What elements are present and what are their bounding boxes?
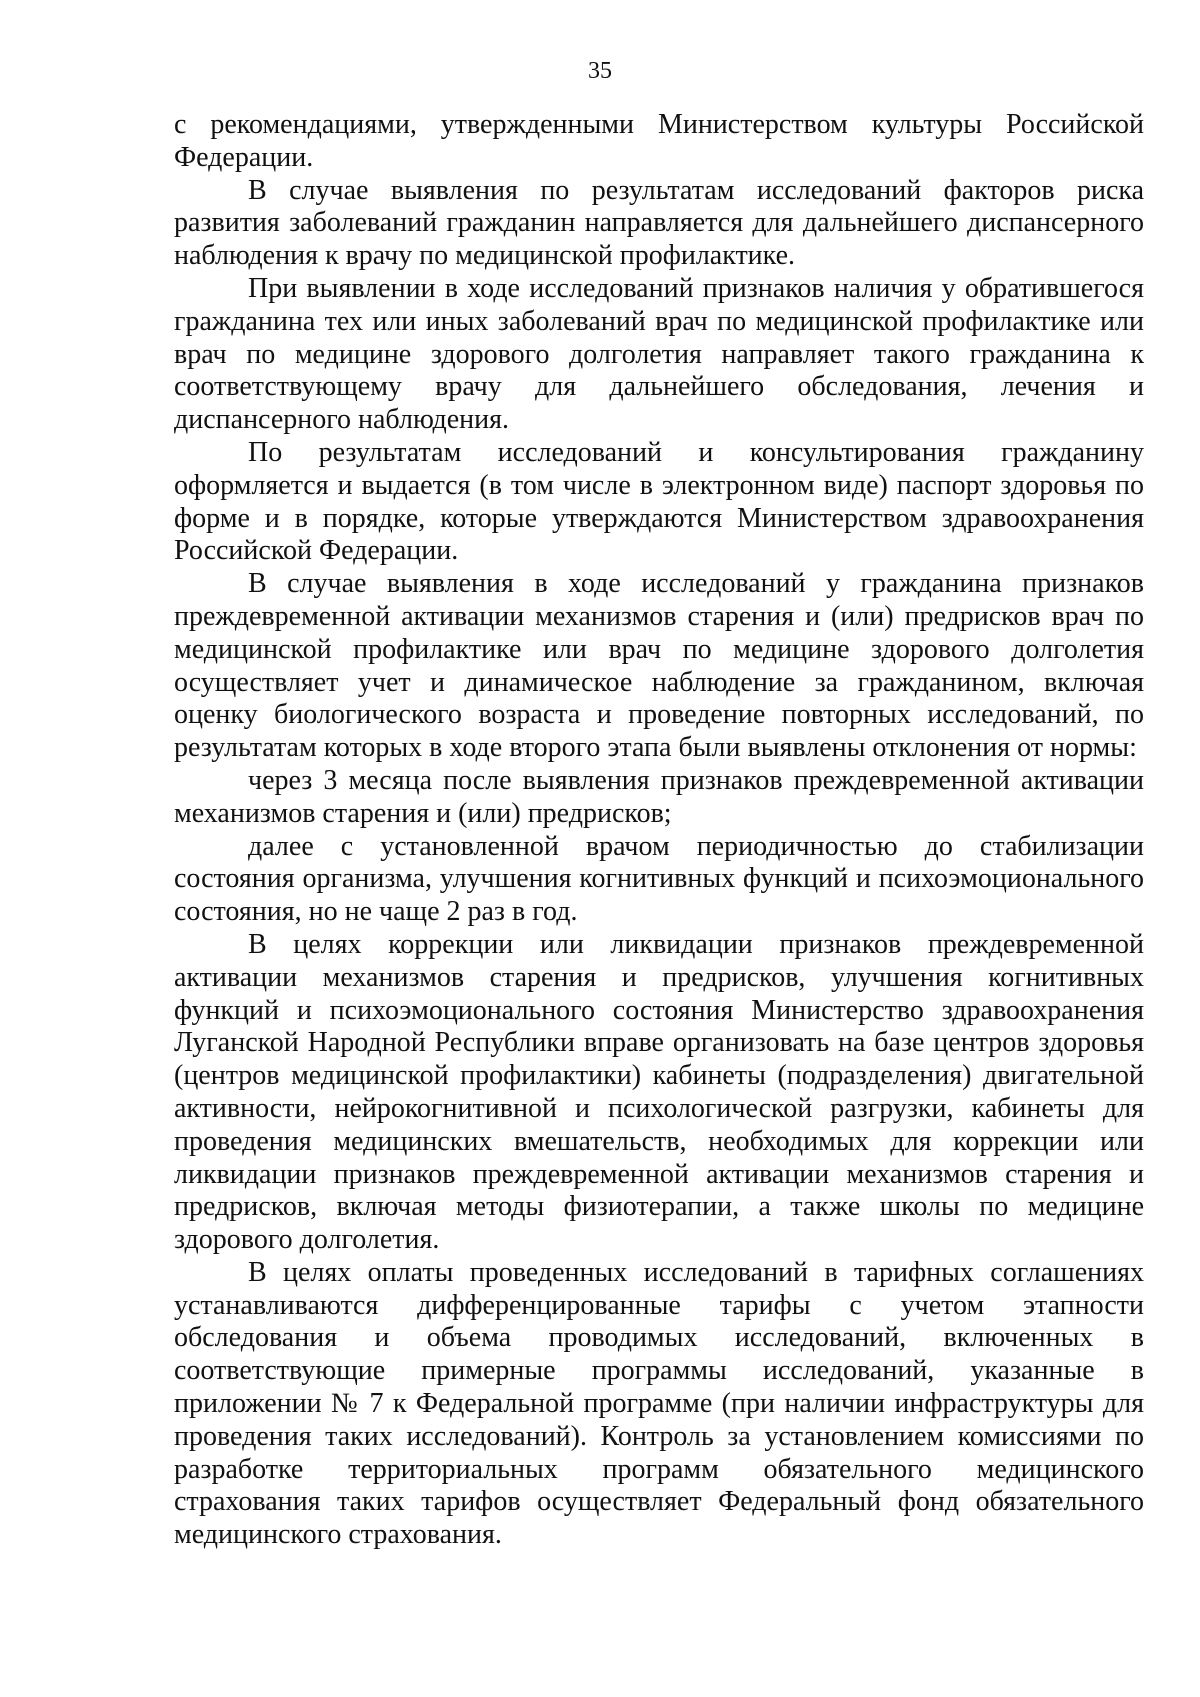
- paragraph: В случае выявления в ходе исследований у гражданина признаков преждевременной активации механизмов старения и (или) предрисков врач по медицинской профилактике или врач по медицине здорового долголетия осуществляет учет и динамическое наблюдение за гражданином, включая оценку биологического возраста и проведение повторных исследований, по результатам которых в ходе второго этапа были выявлены отклонения от нормы:: [174, 568, 1144, 764]
- paragraph: По результатам исследований и консультирования гражданину оформляется и выдается (в том числе в электронном виде) паспорт здоровья по форме и в порядке, которые утверждаются Министерством здравоохранения Российской Федерации.: [174, 436, 1144, 567]
- paragraph: с рекомендациями, утвержденными Министерством культуры Российской Федерации.: [174, 109, 1144, 173]
- page-number: 35: [588, 58, 612, 84]
- paragraph: В целях оплаты проведенных исследований в тарифных соглашениях устанавливаются дифференцированные тарифы с учетом этапности обследования и объема проводимых исследований, включенных в соответствующие примерные программы исследований, указанные в приложении № 7 к Федеральной программе (при наличии инфраструктуры для проведения таких исследований). Контроль за установлением комиссиями по разработке территориальных программ обязательного медицинского страхования таких тарифов осуществляет Федеральный фонд обязательного медицинского страхования.: [174, 1256, 1144, 1551]
- paragraph: В целях коррекции или ликвидации признаков преждевременной активации механизмов старения и предрисков, улучшения когнитивных функций и психоэмоционального состояния Министерство здравоохранения Луганской Народной Республики вправе организовать на базе центров здоровья (центров медицинской профилактики) кабинеты (подразделения) двигательной активности, нейрокогнитивной и психологической разгрузки, кабинеты для проведения медицинских вмешательств, необходимых для коррекции или ликвидации признаков преждевременной активации механизмов старения и предрисков, включая методы физиотерапии, а также школы по медицине здорового долголетия.: [174, 928, 1144, 1256]
- list-item: через 3 месяца после выявления признаков преждевременной активации механизмов старения и (или) предрисков;: [174, 764, 1144, 829]
- document-body: [174, 109, 1144, 1552]
- list-item: далее с установленной врачом периодичностью до стабилизации состояния организма, улучшения когнитивных функций и психоэмоционального состояния, но не чаще 2 раз в год.: [174, 830, 1144, 928]
- paragraph: В случае выявления по результатам исследований факторов риска развития заболеваний гражданин направляется для дальнейшего диспансерного наблюдения к врачу по медицинской профилактике.: [174, 174, 1144, 272]
- paragraph: При выявлении в ходе исследований признаков наличия у обратившегося гражданина тех или иных заболеваний врач по медицинской профилактике или врач по медицине здорового долголетия направляет такого гражданина к соответствующему врачу для дальнейшего обследования, лечения и диспансерного наблюдения.: [174, 272, 1144, 436]
